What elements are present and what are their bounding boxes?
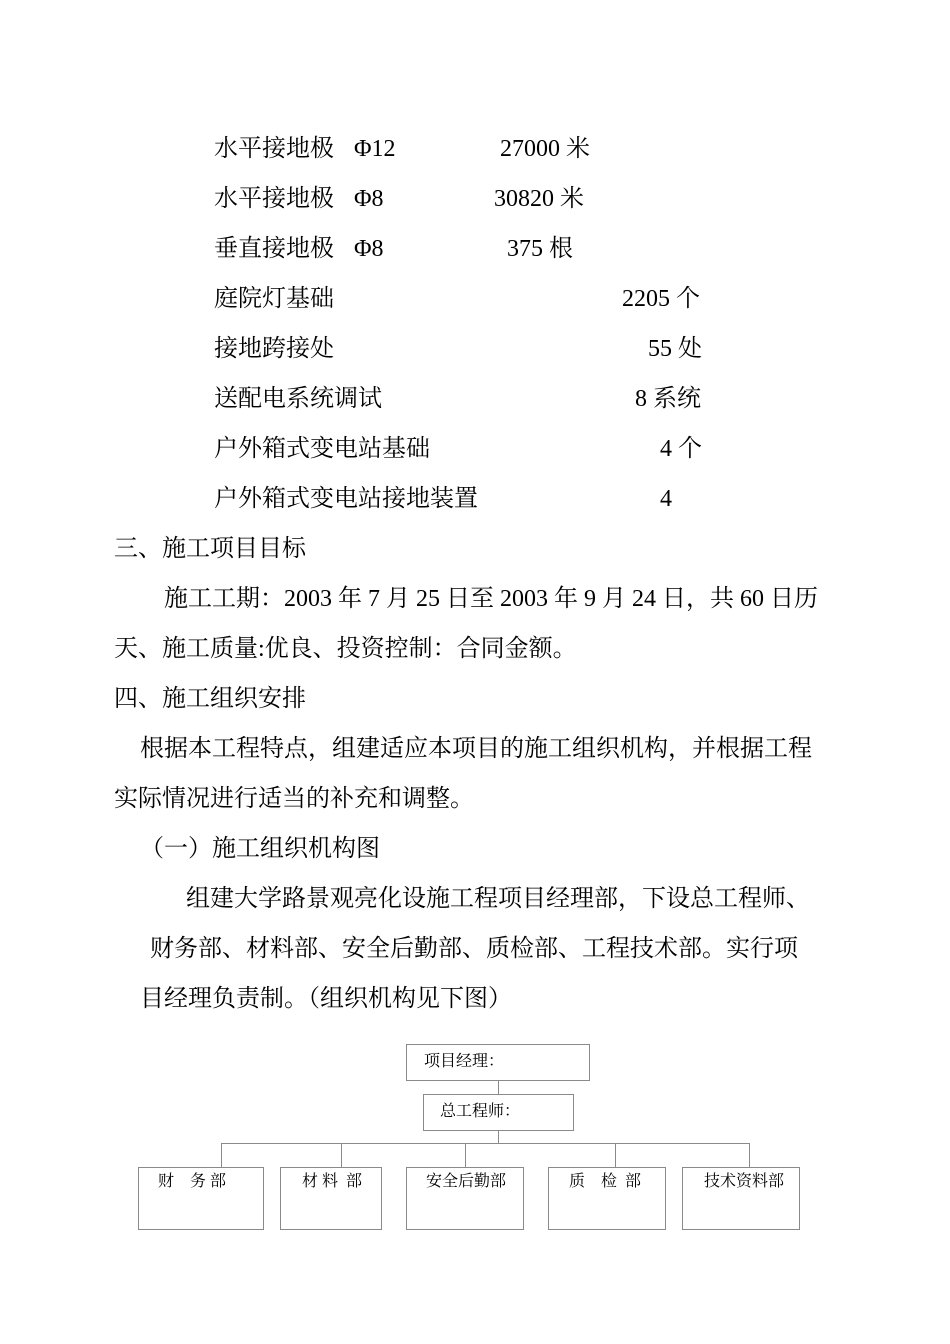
quantity-item-spec: Φ8 bbox=[354, 186, 384, 212]
quantity-item-label: 庭院灯基础 bbox=[214, 286, 334, 312]
section-heading-targets: 三、施工项目目标 bbox=[114, 536, 306, 562]
org-label-safety-logistics: 安全后勤部 bbox=[426, 1173, 507, 1190]
quantity-item-spec: Φ12 bbox=[354, 136, 396, 162]
org-connector bbox=[749, 1143, 750, 1167]
schedule-paragraph-line: 施工工期：2003 年 7 月 25 日至 2003 年 9 月 24 日，共 60 日历 bbox=[164, 586, 818, 612]
quantity-item-spec: Φ8 bbox=[354, 236, 384, 262]
org-label-quality: 质 检 部 bbox=[569, 1173, 642, 1190]
quantity-item-amount: 8 系统 bbox=[635, 386, 701, 412]
org-branch-line bbox=[221, 1143, 749, 1144]
org-connector bbox=[341, 1143, 342, 1167]
org-connector bbox=[221, 1143, 222, 1167]
org-label-project-manager: 项目经理： bbox=[424, 1053, 505, 1070]
quantity-item-label: 接地跨接处 bbox=[214, 336, 334, 362]
quantity-item-label: 户外箱式变电站基础 bbox=[214, 436, 430, 462]
org-label-chief-engineer: 总工程师： bbox=[440, 1103, 521, 1120]
quantity-item-amount: 2205 个 bbox=[622, 286, 700, 312]
org-label-tech-docs: 技术资料部 bbox=[704, 1173, 785, 1190]
quantity-item-amount: 4 个 bbox=[660, 436, 702, 462]
organization-paragraph-line: 根据本工程特点，组建适应本项目的施工组织机构，并根据工程 bbox=[140, 736, 812, 762]
section-heading-organization: 四、施工组织安排 bbox=[114, 686, 306, 712]
quantity-item-label: 垂直接地极 bbox=[214, 236, 334, 262]
org-description-line: 目经理负责制。（组织机构见下图） bbox=[140, 986, 512, 1012]
schedule-paragraph-line: 天、施工质量:优良、投资控制：合同金额。 bbox=[114, 636, 577, 662]
org-connector bbox=[498, 1081, 499, 1094]
org-description-line: 财务部、材料部、安全后勤部、质检部、工程技术部。实行项 bbox=[150, 936, 798, 962]
organization-paragraph-line: 实际情况进行适当的补充和调整。 bbox=[114, 786, 474, 812]
org-label-materials: 材 料 部 bbox=[302, 1173, 363, 1190]
quantity-item-label: 水平接地极 bbox=[214, 186, 334, 212]
quantity-item-amount: 27000 米 bbox=[500, 136, 590, 162]
quantity-item-amount: 375 根 bbox=[507, 236, 573, 262]
org-label-finance: 财 务 部 bbox=[158, 1173, 227, 1190]
subsection-heading-org-chart: （一）施工组织机构图 bbox=[140, 836, 380, 862]
org-description-line: 组建大学路景观亮化设施工程项目经理部，下设总工程师、 bbox=[186, 886, 810, 912]
quantity-item-label: 户外箱式变电站接地装置 bbox=[214, 486, 478, 512]
org-connector bbox=[615, 1143, 616, 1167]
quantity-item-label: 送配电系统调试 bbox=[214, 386, 382, 412]
quantity-item-amount: 55 处 bbox=[648, 336, 702, 362]
org-connector bbox=[465, 1143, 466, 1167]
quantity-item-amount: 30820 米 bbox=[494, 186, 584, 212]
quantity-item-label: 水平接地极 bbox=[214, 136, 334, 162]
org-connector bbox=[498, 1131, 499, 1143]
quantity-item-amount: 4 bbox=[660, 486, 672, 512]
